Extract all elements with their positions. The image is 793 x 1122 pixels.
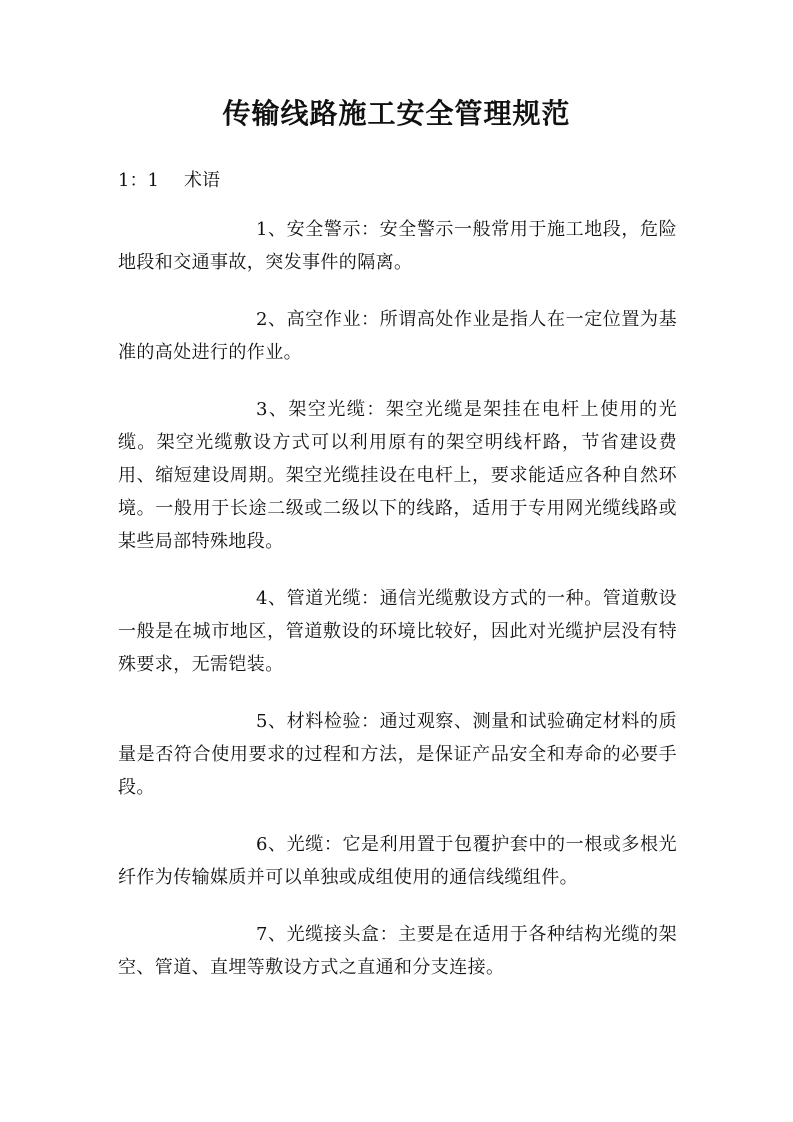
term-paragraph: 7、光缆接头盒：主要是在适用于各种结构光缆的架空、管道、直埋等敷设方式之直通和分支连接。 [118, 924, 677, 978]
section-heading [118, 166, 220, 196]
term-paragraph: 5、材料检验：通过观察、测量和试验确定材料的质量是否符合使用要求的过程和方法，是保证产品安全和寿命的必要手段。 [118, 711, 677, 798]
term-paragraph: 1、安全警示：安全警示一般常用于施工地段，危险地段和交通事故，突发事件的隔离。 [118, 219, 677, 273]
section-title: 术语 [184, 170, 220, 191]
document-title: 传输线路施工安全管理规范 [222, 97, 571, 130]
term-paragraph: 3、架空光缆：架空光缆是架挂在电杆上使用的光缆。架空光缆敷设方式可以利用原有的架空明线杆路，节省建设费用、缩短建设周期。架空光缆挂设在电杆上，要求能适应各种自然环境。一般用于长途二级或二级以下的线路，适用于专用网光缆线路或某些局部特殊地段。 [118, 399, 677, 552]
term-paragraph: 4、管道光缆：通信光缆敷设方式的一种。管道敷设一般是在城市地区，管道敷设的环境比较好，因此对光缆护层没有特殊要求，无需铠装。 [118, 588, 677, 675]
term-paragraph: 6、光缆：它是利用置于包覆护套中的一根或多根光纤作为传输媒质并可以单独或成组使用的通信线缆组件。 [118, 834, 677, 888]
term-paragraph: 2、高空作业：所谓高处作业是指人在一定位置为基准的高处进行的作业。 [118, 309, 677, 363]
document-body [118, 213, 677, 1008]
section-number: 1：1 [118, 170, 159, 191]
